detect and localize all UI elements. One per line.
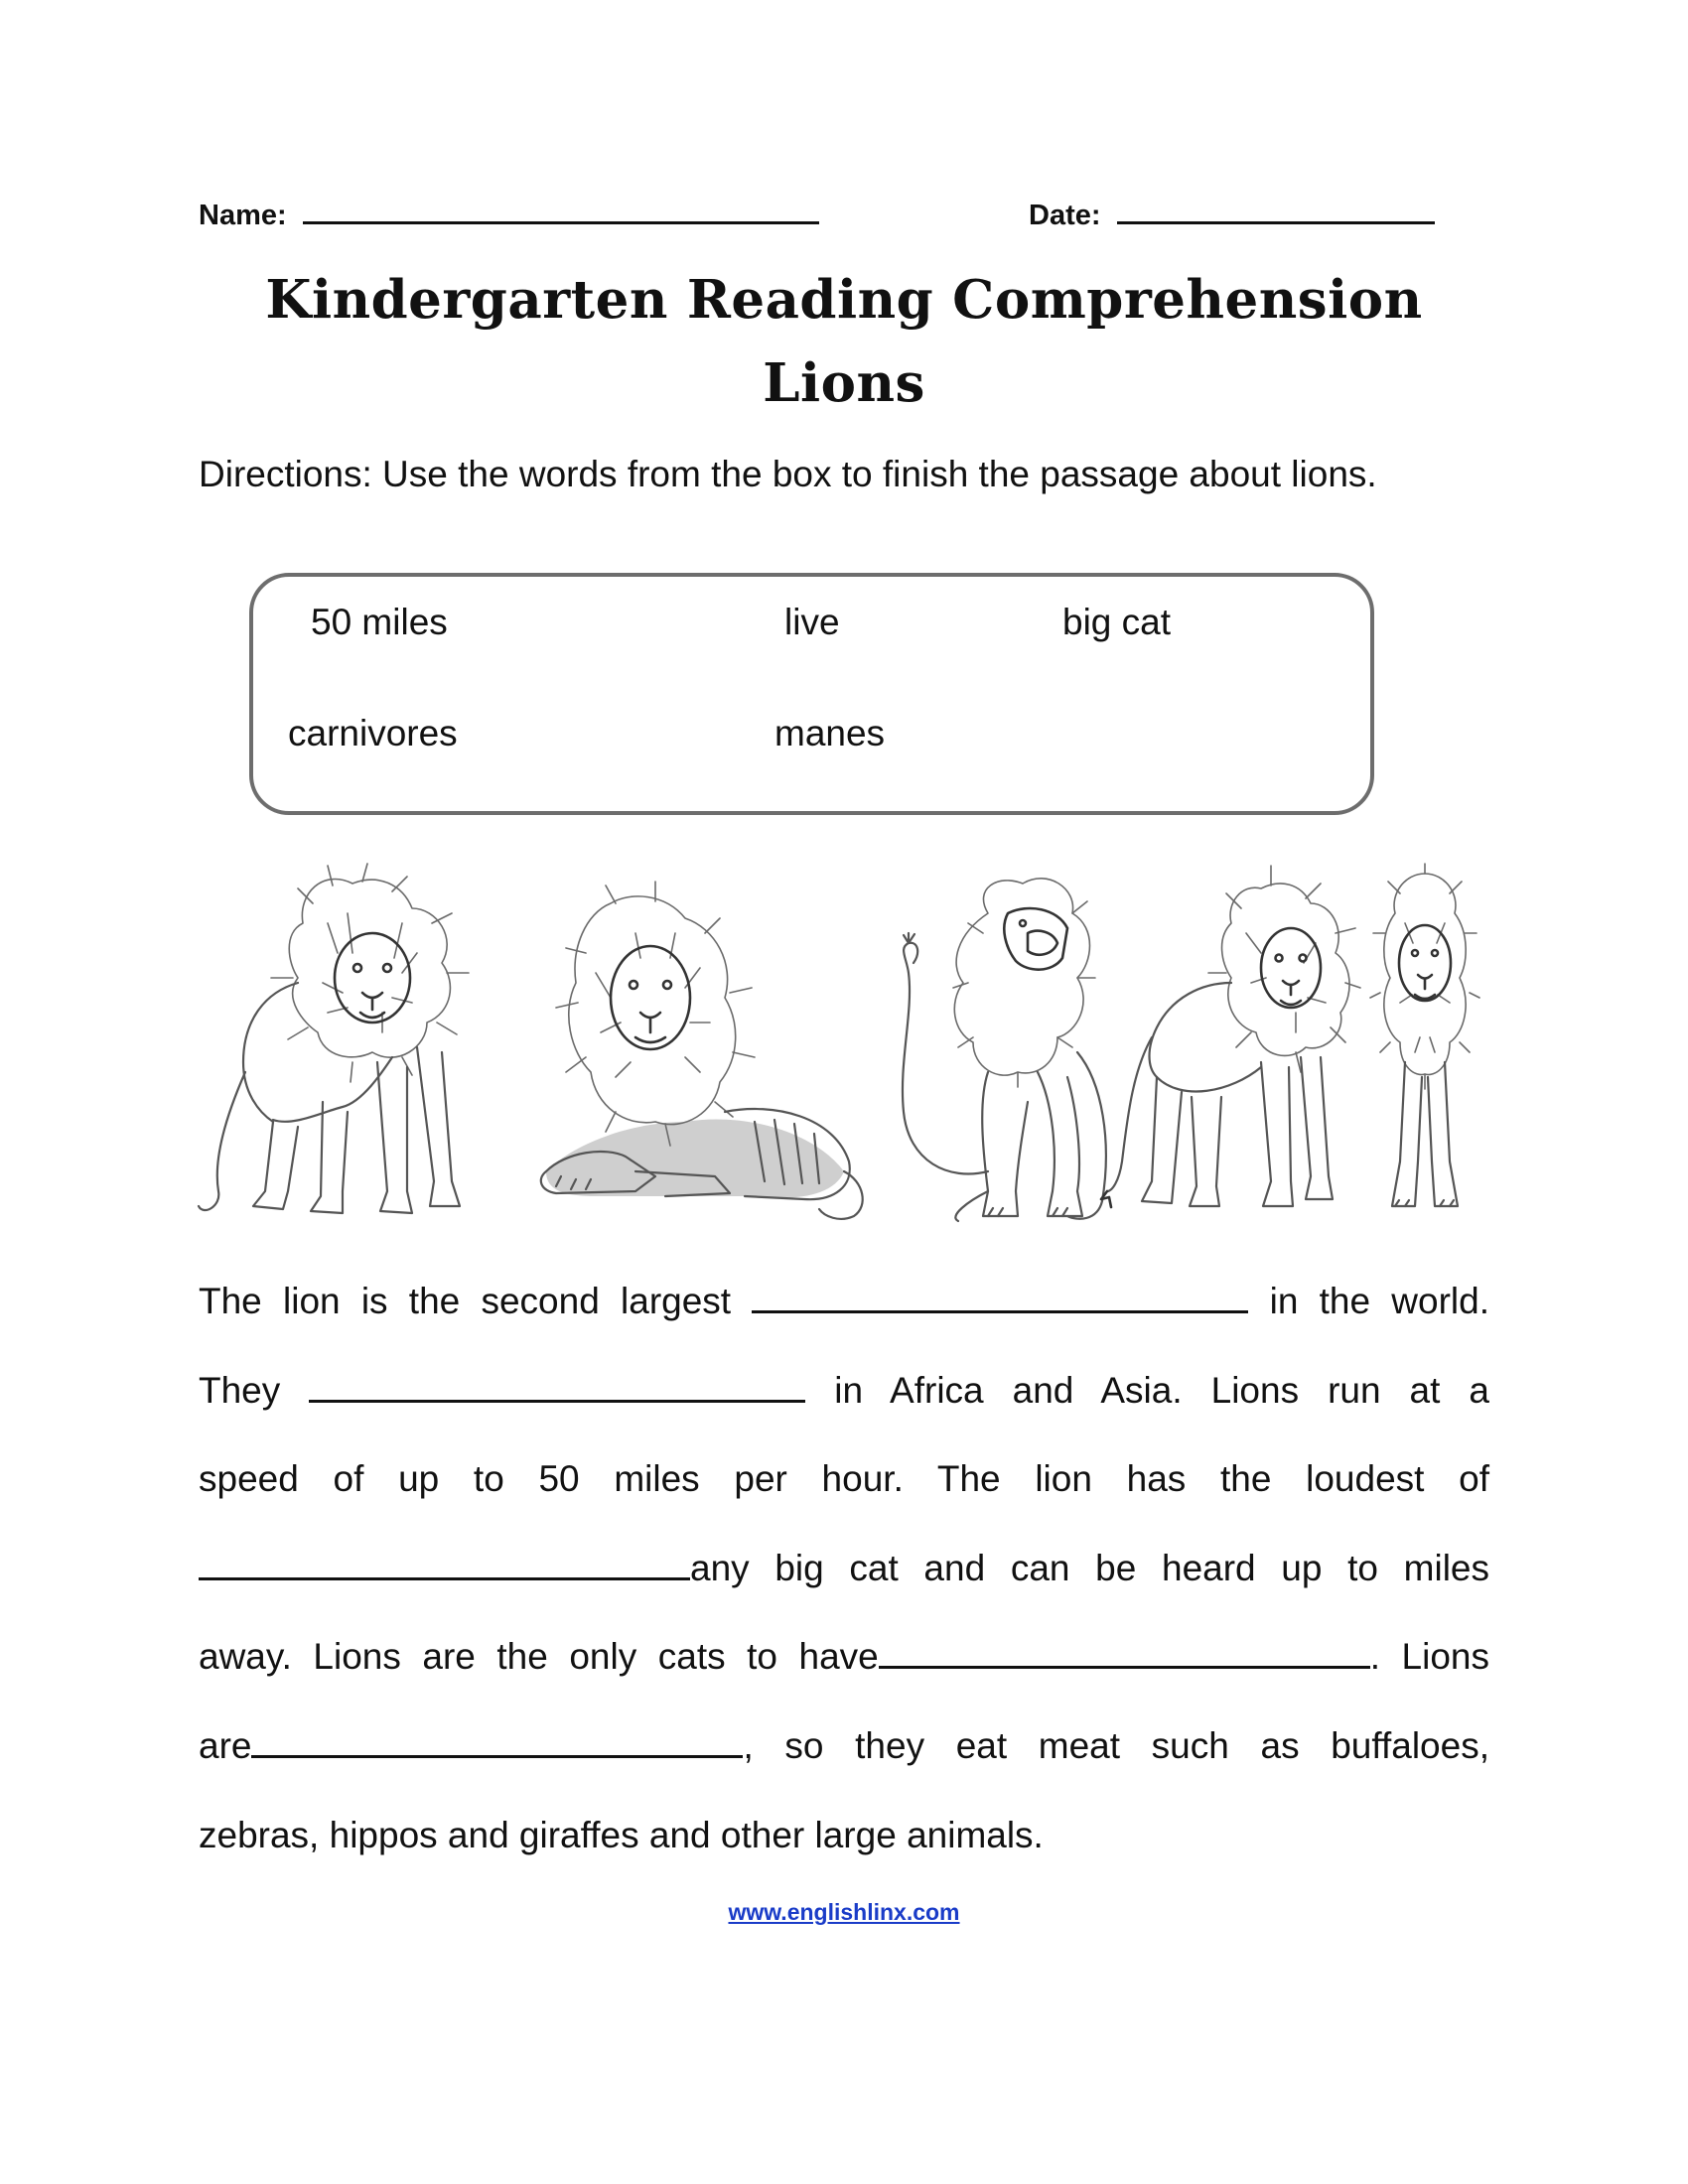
passage-text: , so they eat meat such as buffaloes,: [743, 1724, 1489, 1766]
word-item: big cat: [1062, 602, 1172, 642]
passage-line-1: [199, 1276, 1489, 1365]
passage: [199, 1276, 1489, 1898]
passage-text: The lion is the second largest: [199, 1281, 732, 1321]
answer-blank-3[interactable]: [199, 1544, 690, 1580]
name-label: Name:: [199, 200, 287, 231]
passage-line-7: [199, 1810, 1489, 1899]
passage-line-6: [199, 1720, 1489, 1810]
lion-front-icon: [1370, 864, 1479, 1231]
passage-text: speed of up to 50 miles per hour. The lion has the loudest of: [199, 1458, 1489, 1500]
word-item: carnivores: [288, 713, 458, 753]
passage-text: any big cat and can be heard up to miles: [690, 1547, 1489, 1588]
word-item: live: [784, 602, 840, 642]
name-blank[interactable]: [303, 200, 819, 224]
passage-text: zebras, hippos and giraffes and other large animals.: [199, 1814, 1044, 1855]
answer-blank-4[interactable]: [879, 1632, 1370, 1669]
word-item: 50 miles: [311, 602, 448, 642]
passage-text: . Lions: [1369, 1636, 1490, 1678]
passage-text: in the world.: [1269, 1281, 1490, 1321]
answer-blank-1[interactable]: [752, 1277, 1248, 1313]
website-link[interactable]: www.englishlinx.com: [728, 1899, 960, 1925]
word-box: [249, 573, 1374, 815]
passage-text: in Africa and Asia. Lions run at a: [834, 1369, 1490, 1411]
answer-blank-2[interactable]: [309, 1366, 805, 1403]
passage-line-5: [199, 1631, 1489, 1720]
answer-blank-5[interactable]: [251, 1721, 743, 1758]
passage-text: They: [199, 1369, 281, 1411]
page-subtitle: Lions: [763, 352, 925, 414]
walking-lion-icon: [1122, 864, 1360, 1231]
standing-lion-icon: [204, 864, 501, 1231]
lying-lion-icon: [516, 874, 874, 1231]
directions-text: Directions: Use the words from the box to finish the passage about lions.: [199, 454, 1377, 494]
word-item: manes: [774, 713, 886, 753]
passage-line-4: [199, 1543, 1489, 1632]
name-row: [199, 200, 819, 232]
date-label: Date:: [1029, 200, 1101, 231]
passage-text: are: [199, 1724, 252, 1766]
date-blank[interactable]: [1117, 200, 1435, 224]
roaring-lion-icon: [889, 874, 1147, 1231]
page-title: Kindergarten Reading Comprehension: [265, 269, 1423, 331]
passage-line-2: [199, 1365, 1489, 1454]
passage-text: away. Lions are the only cats to have: [199, 1636, 879, 1678]
passage-line-3: [199, 1453, 1489, 1543]
date-row: [1029, 200, 1435, 232]
